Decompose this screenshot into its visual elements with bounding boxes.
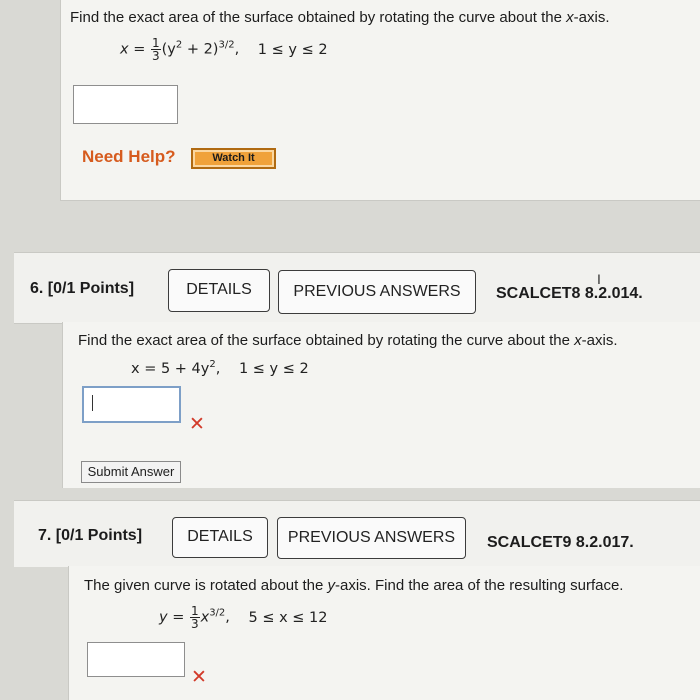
question-6-details-button[interactable]: DETAILS <box>168 269 270 312</box>
watch-it-button[interactable]: Watch It <box>191 148 276 169</box>
text-cursor-icon: I <box>597 271 601 287</box>
fraction: $\frac{1}{3}$ <box>190 604 199 631</box>
question-6-code: SCALCET8 8.2.014. <box>496 285 643 302</box>
question-7-previous-answers-button[interactable]: PREVIOUS ANSWERS <box>277 517 466 559</box>
submit-answer-button[interactable]: Submit Answer <box>81 461 181 483</box>
question-7-answer-input[interactable] <box>87 642 185 677</box>
incorrect-x-icon: ✕ <box>191 667 207 688</box>
question-7-details-button[interactable]: DETAILS <box>172 517 268 558</box>
need-help-label: Need Help? <box>82 147 176 166</box>
question-6-prompt: Find the exact area of the surface obtained by rotating the curve about the x-axis. <box>78 332 618 349</box>
question-7-range: 5 ≤ x ≤ 12 <box>248 609 328 626</box>
question-6-range: 1 ≤ y ≤ 2 <box>238 360 309 377</box>
question-6-number: 6. [0/1 Points] <box>30 280 135 297</box>
question-7-number: 7. [0/1 Points] <box>38 527 143 544</box>
question-5-equation: x = $\frac{1}{3}$ $(y^2 + 2)^{3/2}$, 1 ≤ y ≤ 2 <box>120 36 328 63</box>
question-7-code: SCALCET9 8.2.017. <box>487 534 634 551</box>
question-7-equation: y = $\frac{1}{3}$ $x^{3/2}$, 5 ≤ x ≤ 12 <box>159 604 328 631</box>
question-5-prompt: Find the exact area of the surface obtained by rotating the curve about the x-axis. <box>70 9 610 26</box>
question-5-range: 1 ≤ y ≤ 2 <box>257 41 328 58</box>
question-6-answer-input[interactable] <box>82 386 181 423</box>
text-caret <box>92 395 93 411</box>
fraction: $\frac{1}{3}$ <box>151 36 160 63</box>
question-5-answer-input[interactable] <box>73 85 178 124</box>
question-6-equation: $x = 5 + 4y^2$, 1 ≤ y ≤ 2 <box>131 359 309 377</box>
question-7-prompt: The given curve is rotated about the y-axis. Find the area of the resulting surface. <box>84 577 624 594</box>
incorrect-x-icon: ✕ <box>189 414 205 435</box>
question-6-previous-answers-button[interactable]: PREVIOUS ANSWERS <box>278 270 476 314</box>
